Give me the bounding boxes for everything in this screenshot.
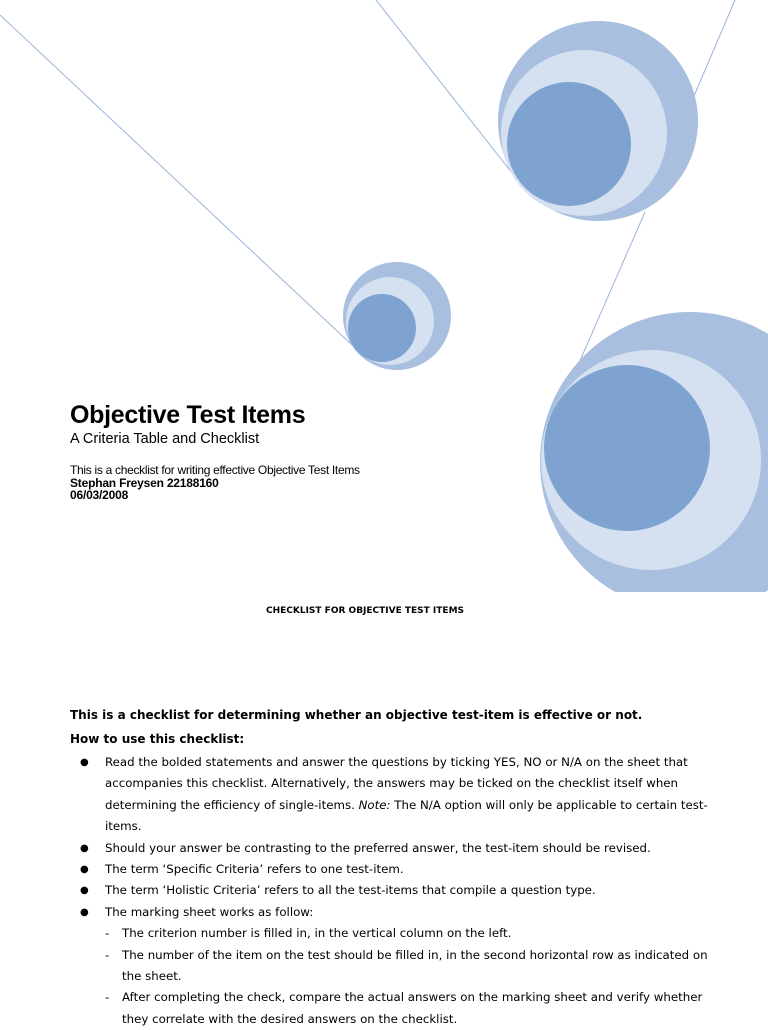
dash-icon: -: [105, 926, 110, 941]
bullet-icon: ●: [80, 757, 89, 768]
list-item: [70, 859, 710, 880]
note-label: Note:: [358, 797, 391, 812]
instructions-list: [70, 752, 710, 1030]
bullet-icon: ●: [80, 842, 89, 854]
decorative-line: [376, 0, 516, 178]
list-item: [70, 838, 710, 859]
howto-heading: How to use this checklist:: [70, 732, 245, 746]
document-date: 06/03/2008: [70, 488, 129, 502]
sub-list-item: [105, 945, 710, 988]
sub-list-item-text: After completing the check, compare the actual answers on the marking sheet and verify whether they correlate with the desired answers on the checklist.: [122, 990, 703, 1026]
list-item-text: The term ‘Specific Criteria’ refers to one test-item.: [105, 862, 404, 877]
document-author: Stephan Freysen 22188160: [70, 476, 219, 490]
list-item: [70, 902, 710, 1030]
list-item: [70, 880, 710, 901]
document-title: Objective Test Items: [70, 401, 306, 429]
cover-text-block: [70, 400, 540, 501]
sub-list-item: [105, 923, 710, 944]
bullet-icon: ●: [80, 906, 89, 918]
list-item-text: The N/A option will only be applicable to certain test-items.: [105, 797, 708, 834]
bullet-icon: ●: [80, 864, 89, 876]
intro-statement: This is a checklist for determining whether an objective test-item is effective or not.: [70, 708, 643, 722]
marking-sheet-steps: [105, 923, 710, 1030]
decorative-line: [0, 15, 352, 345]
document-subtitle: A Criteria Table and Checklist: [70, 431, 260, 447]
checklist-body: [70, 706, 710, 1030]
bullet-icon: ●: [80, 885, 89, 897]
document-abstract: This is a checklist for writing effective Objective Test Items: [70, 463, 360, 477]
large-circle-bottom: [540, 312, 768, 600]
list-item-text: The marking sheet works as follow:: [105, 904, 314, 919]
list-item-text: Should your answer be contrasting to the preferred answer, the test-item should be revised.: [105, 840, 651, 855]
list-item-text: Read the bolded statements and answer the questions by ticking YES, NO or N/A on the sheet that accompanies this checklist. Alternatively, the answers may be ticked on the checklist itself when determining the efficiency of single-items.: [105, 755, 688, 812]
decorative-line: [694, 0, 735, 96]
list-item-text: The term ‘Holistic Criteria’ refers to all the test-items that compile a question type.: [105, 883, 596, 898]
small-circle-middle: [343, 262, 451, 370]
list-item: [70, 752, 710, 838]
large-circle-top: [498, 21, 698, 221]
sub-list-item-text: The criterion number is filled in, in the vertical column on the left.: [122, 926, 512, 941]
sub-list-item-text: The number of the item on the test should be filled in, in the second horizontal row as indicated on the sheet.: [122, 947, 708, 984]
dash-icon: -: [105, 947, 110, 962]
dash-icon: -: [105, 990, 110, 1005]
section-heading: CHECKLIST FOR OBJECTIVE TEST ITEMS: [265, 606, 465, 616]
